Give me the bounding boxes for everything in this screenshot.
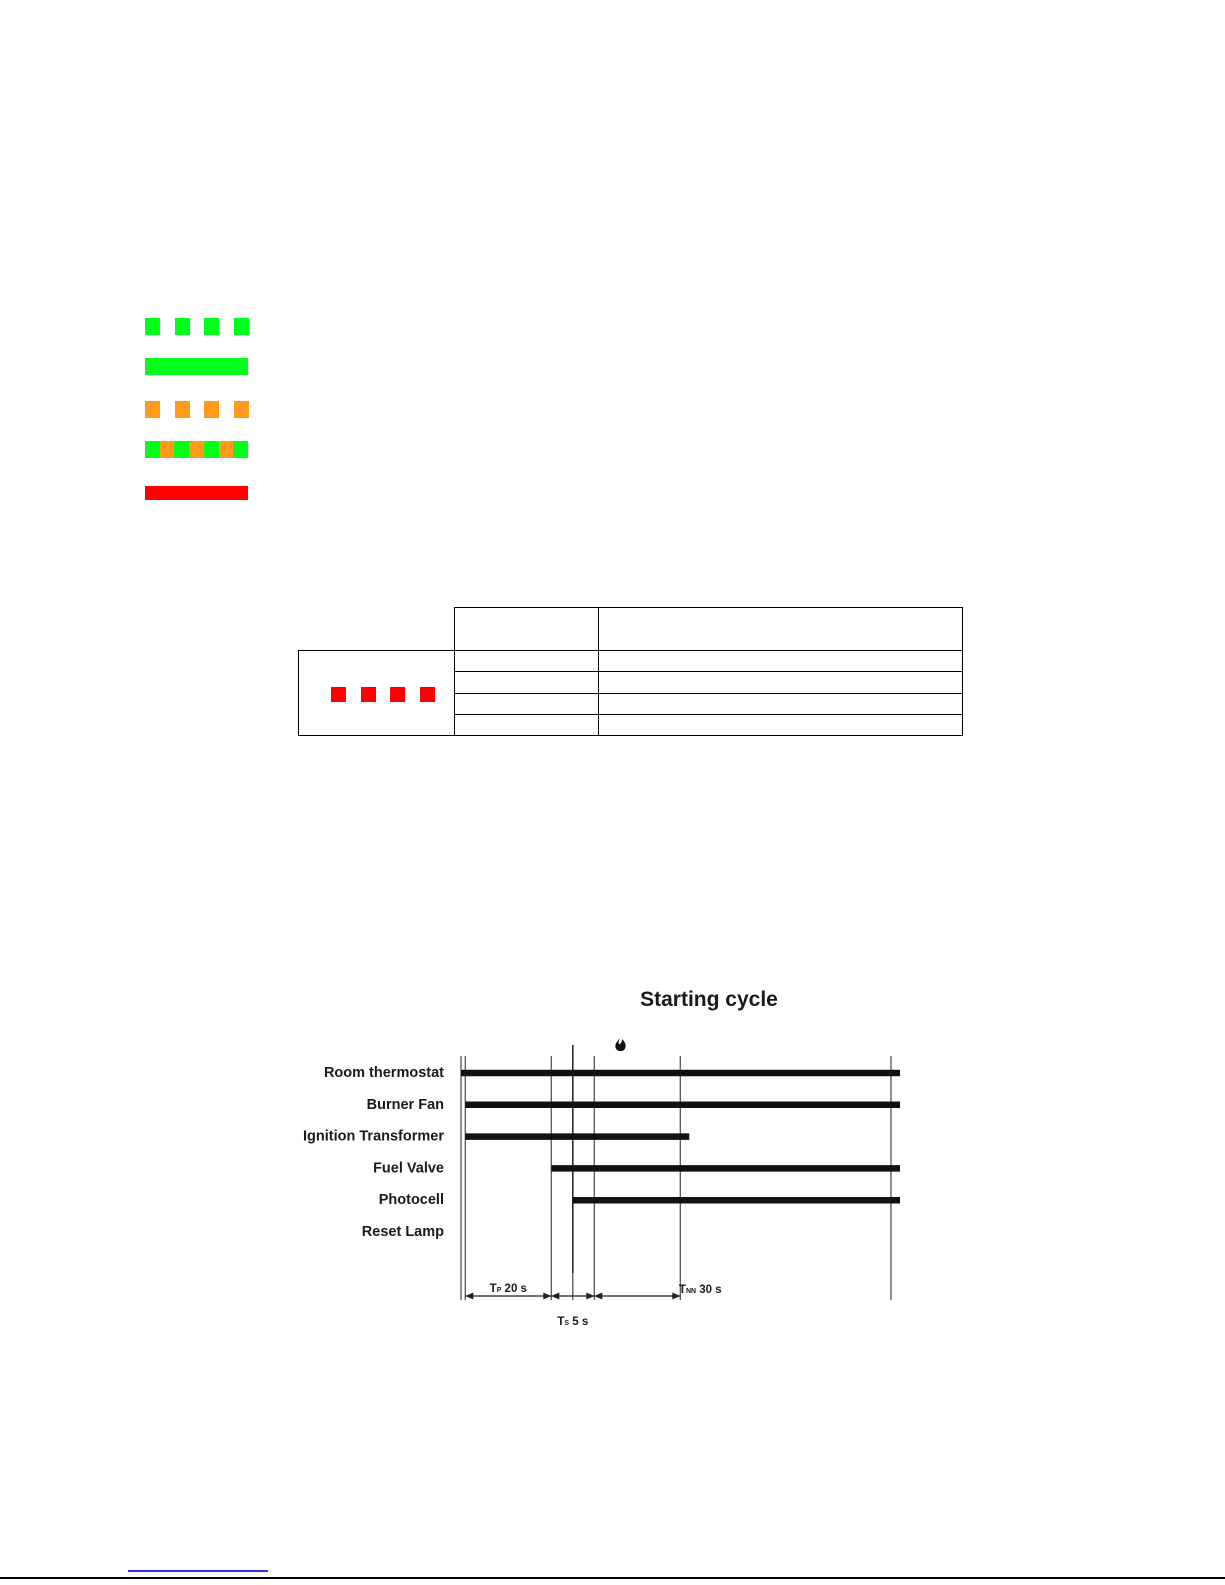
chart-title: Starting cycle (640, 988, 778, 1011)
interval-label: TNN 30 s (678, 1284, 722, 1296)
signal-label: Fuel Valve (373, 1160, 444, 1177)
signal-label: Burner Fan (366, 1096, 444, 1113)
signal-label: Ignition Transformer (303, 1128, 444, 1145)
dimension-arrowhead (543, 1293, 551, 1300)
footer-link-underline (128, 1570, 268, 1572)
flame-icon (615, 1038, 625, 1051)
interval-label: TP 20 s (489, 1283, 527, 1295)
interval-label: TS 5 s (557, 1316, 589, 1328)
signal-label: Room thermostat (323, 1065, 444, 1081)
signal-label: Reset Lamp (361, 1224, 444, 1240)
dimension-arrowhead (586, 1293, 594, 1300)
dimension-arrowhead (465, 1293, 473, 1300)
signal-label: Photocell (378, 1192, 444, 1209)
footer-rule (0, 1577, 1225, 1579)
dimension-arrowhead (551, 1293, 559, 1300)
dimension-arrowhead (594, 1293, 602, 1300)
